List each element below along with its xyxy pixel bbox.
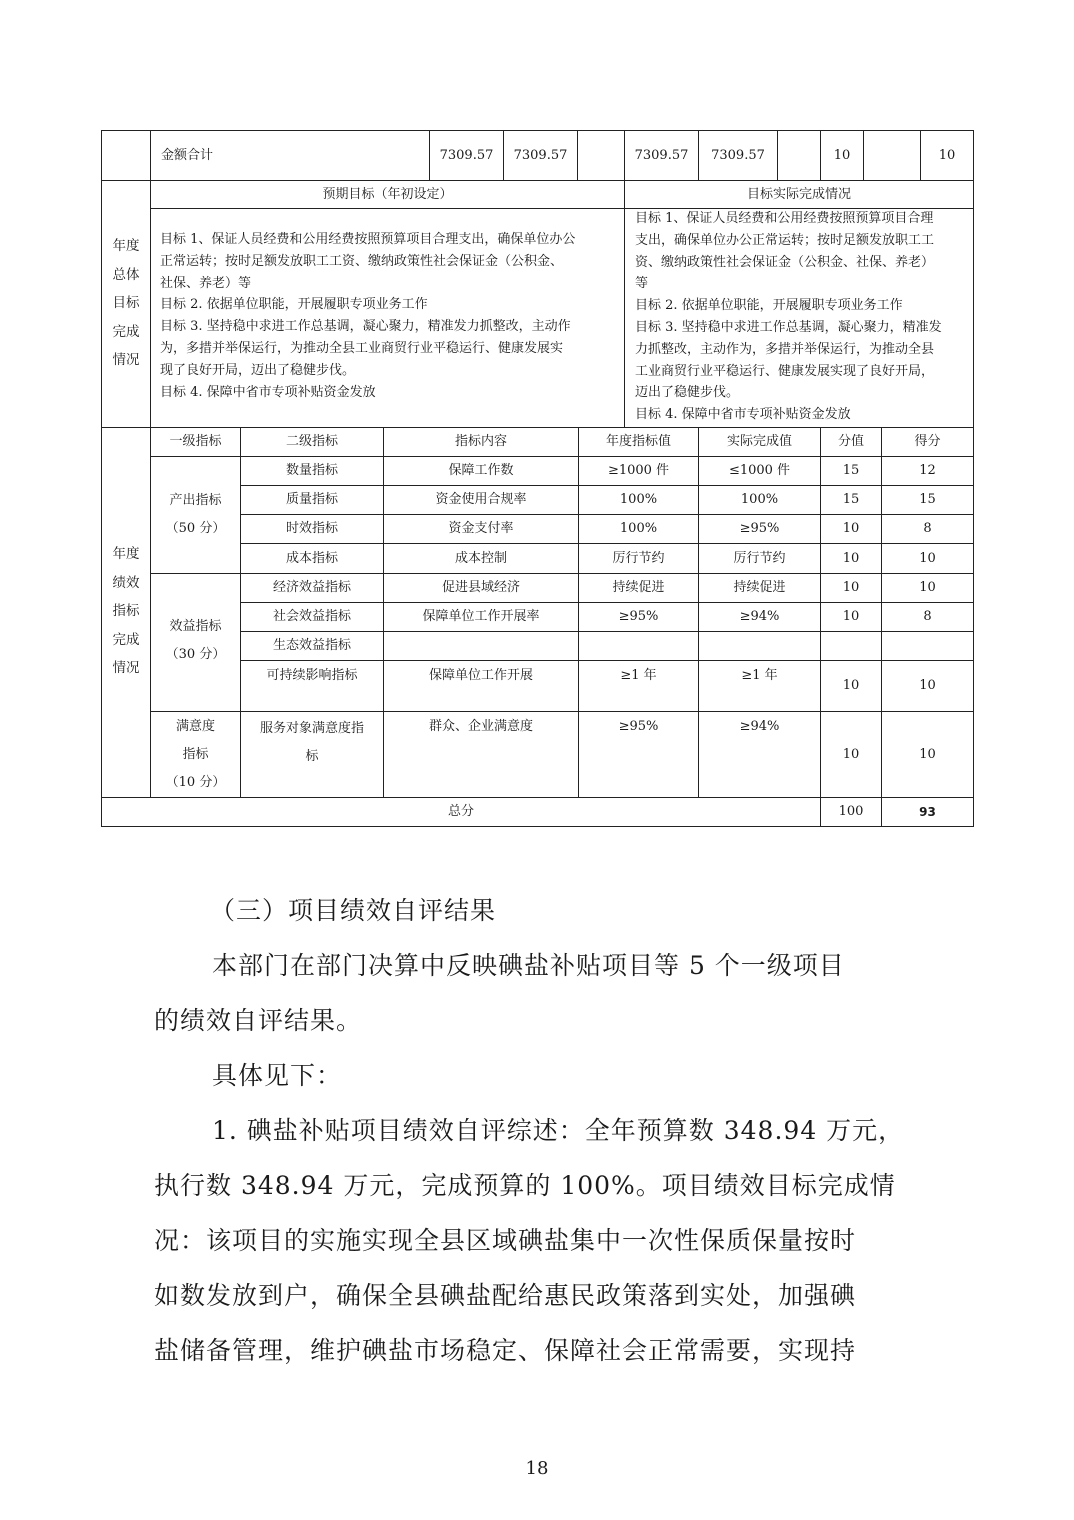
amount-value: 7309.57 — [711, 147, 765, 163]
row-level2: 可持续影响指标 — [266, 668, 358, 683]
row-actual: ≤1000 件 — [728, 463, 791, 478]
expected-goal-header: 预期目标（年初设定） — [322, 186, 453, 202]
row-actual: ≥95% — [739, 521, 780, 536]
row-level2: 成本指标 — [285, 550, 338, 566]
row-points: 10 — [842, 678, 860, 693]
group-satisfaction: 满意度 指标 （10 分） — [165, 718, 226, 790]
row-score: 10 — [919, 678, 936, 693]
amount-value: 7309.57 — [634, 147, 689, 163]
amount-value: 7309.57 — [439, 147, 494, 163]
row-score: 12 — [919, 463, 936, 478]
body-line: 具体见下： — [212, 1061, 343, 1090]
header-score: 得分 — [914, 434, 941, 449]
row-actual: 持续促进 — [733, 580, 786, 595]
row-score: 8 — [923, 609, 932, 624]
row-target: 厉行节约 — [612, 550, 665, 566]
row-target: ≥1 年 — [620, 668, 657, 683]
row-target: 持续促进 — [612, 580, 665, 595]
row-points: 10 — [842, 580, 860, 595]
body-line: 本部门在部门决算中反映碘盐补贴项目等 5 个一级项目 — [212, 951, 845, 980]
row-target: 100% — [619, 492, 658, 507]
performance-side-label: 年度 绩效 指标 完成 情况 — [112, 546, 140, 676]
group-benefit: 效益指标 （30 分） — [165, 619, 226, 662]
row-content: 保障单位工作开展 — [428, 668, 533, 683]
row-level2: 时效指标 — [285, 521, 338, 536]
row-actual: ≥94% — [739, 719, 780, 734]
row-score: 10 — [919, 580, 936, 595]
annual-goal-side-label: 年度 总体 目标 完成 情况 — [112, 238, 140, 368]
row-points: 15 — [842, 492, 860, 507]
row-score: 10 — [919, 550, 936, 566]
row-target: ≥95% — [618, 719, 659, 734]
amount-total-label: 金额合计 — [161, 147, 214, 163]
actual-goal-header: 目标实际完成情况 — [746, 186, 851, 202]
row-level2: 质量指标 — [285, 492, 338, 507]
row-level2: 数量指标 — [285, 463, 338, 478]
row-content: 保障单位工作开展率 — [422, 609, 540, 624]
row-actual: ≥1 年 — [741, 668, 778, 683]
row-level2: 服务对象满意度指 标 — [259, 721, 364, 764]
row-actual: 100% — [740, 492, 779, 507]
header-level2: 二级指标 — [285, 434, 338, 449]
row-content: 成本控制 — [454, 550, 507, 566]
amount-value: 10 — [833, 147, 851, 163]
page-number: 18 — [525, 1458, 549, 1479]
row-level2: 经济效益指标 — [272, 580, 351, 595]
actual-goal-text: 目标 1、保证人员经费和公用经费按照预算项目合理 支出，确保单位办公正常运转；按时足额发放职工工 资、缴纳政策性社会保证金（公积金、社保、养老） 等 目标 2. 依据单位职能，开展履职专项业务工作 目标 3. 坚持稳中求进工作总基调，凝心聚力，精准发 力抓整改，主动作为，多措并举保运行，为推动全县 工业商贸行业平稳运行、健康发展实现了良好开局， 迈出了稳健步伐。 目标 4. 保障中省市专项补贴资金发放 — [635, 211, 942, 423]
row-points: 15 — [842, 463, 860, 478]
row-target: ≥1000 件 — [607, 463, 670, 478]
header-content: 指标内容 — [454, 434, 507, 449]
header-level1: 一级指标 — [169, 434, 222, 449]
section-heading: （三）项目绩效自评结果 — [210, 896, 497, 925]
row-content: 保障工作数 — [448, 463, 514, 478]
group-output: 产出指标 （50 分） — [165, 493, 226, 536]
body-line: 盐储备管理，维护碘盐市场稳定、保障社会正常需要，实现持 — [154, 1336, 857, 1365]
header-actual: 实际完成值 — [726, 434, 792, 449]
row-content: 促进县域经济 — [441, 580, 520, 595]
body-line: 执行数 348.94 万元，完成预算的 100%。项目绩效目标完成情 — [154, 1171, 896, 1200]
row-score: 8 — [923, 521, 932, 536]
expected-goal-text: 目标 1、保证人员经费和公用经费按照预算项目合理支出，确保单位办公 正常运转；按时足额发放职工工资、缴纳政策性社会保证金（公积金、 社保、养老）等 目标 2. 依据单位职能，开展履职专项业务工作 目标 3. 坚持稳中求进工作总基调，凝心聚力，精准发力抓整改，主动作 为，多措并举保运行，为推动全县工业商贸行业平稳运行、健康发展实 现了良好开局，迈出了稳健步伐。 目标 4. 保障中省市专项补贴资金发放 — [160, 232, 576, 400]
row-level2: 社会效益指标 — [272, 609, 351, 624]
row-points: 10 — [842, 609, 860, 624]
body-line: 如数发放到户，确保全县碘盐配给惠民政策落到实处，加强碘 — [154, 1281, 857, 1310]
row-actual: ≥94% — [739, 609, 780, 624]
amount-value: 10 — [938, 147, 956, 163]
total-label: 总分 — [447, 804, 474, 819]
row-target: 100% — [619, 521, 658, 536]
row-points: 10 — [842, 550, 860, 566]
body-line: 的绩效自评结果。 — [154, 1006, 363, 1035]
row-score: 10 — [919, 746, 936, 762]
row-content: 群众、企业满意度 — [428, 719, 533, 734]
header-points: 分值 — [837, 434, 864, 449]
row-content: 资金支付率 — [448, 521, 514, 536]
row-level2: 生态效益指标 — [272, 638, 351, 653]
amount-value: 7309.57 — [513, 147, 568, 163]
body-line: 况：该项目的实施实现全县区域碘盐集中一次性保质保量按时 — [154, 1226, 857, 1255]
total-points: 100 — [838, 804, 864, 819]
body-line: 1. 碘盐补贴项目绩效自评综述：全年预算数 348.94 万元， — [212, 1116, 905, 1145]
row-actual: 厉行节约 — [733, 550, 786, 566]
header-target: 年度指标值 — [605, 434, 671, 449]
row-target: ≥95% — [618, 609, 659, 624]
total-score: 93 — [919, 805, 936, 819]
row-score: 15 — [919, 492, 936, 507]
row-content: 资金使用合规率 — [435, 492, 527, 507]
row-points: 10 — [842, 746, 860, 762]
row-points: 10 — [842, 521, 860, 536]
